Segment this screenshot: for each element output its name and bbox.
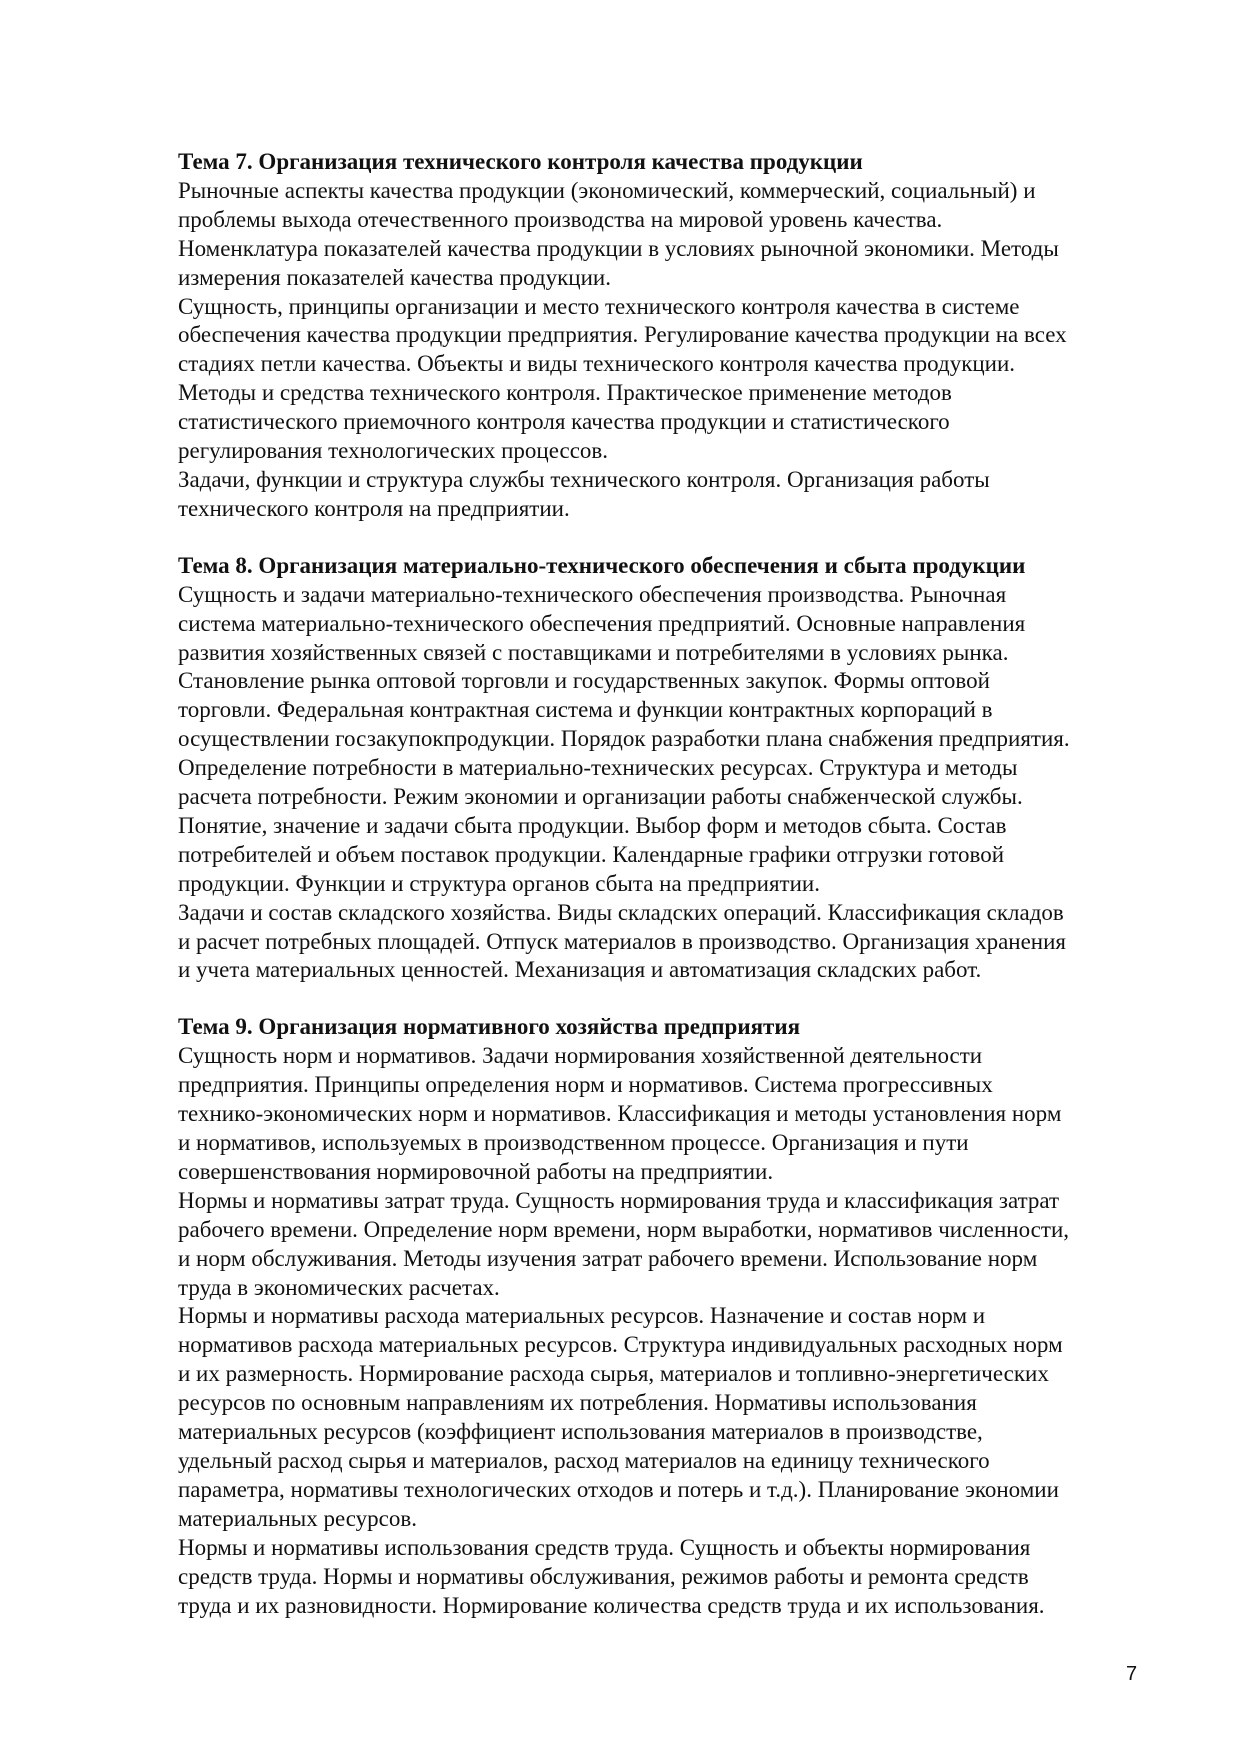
paragraph: Сущность и задачи материально-технического обеспечения производства. Рыночная система материально-технического обеспечения предприятий. Основные направления развития хозяйственных связей с поставщиками и потребителями в условиях рынка. Становление рынка оптовой торговли и государственных закупок. Формы оптовой торговли. Федеральная контрактная система и функции контрактных корпораций в осуществлении госзакупокпродукции. Порядок разработки плана снабжения предприятия. Определение потребности в материально-технических ресурсах. Структура и методы расчета потребности. Режим экономии и организации работы снабженческой службы. Понятие, значение и задачи сбыта продукции. Выбор форм и методов сбыта. Состав потребителей и объем поставок продукции. Календарные графики отгрузки готовой продукции. Функции и структура органов сбыта на предприятии. xyxy=(178,581,1070,896)
paragraph: Задачи и состав складского хозяйства. Виды складских операций. Классификация складов и расчет потребных площадей. Отпуск материалов в производство. Организация хранения и учета материальных ценностей. Механизация и автоматизация складских работ. xyxy=(178,899,1067,983)
paragraph: Рыночные аспекты качества продукции (экономический, коммерческий, социальный) и проблемы выхода отечественного производства на мировой уровень качества. Номенклатура показателей качества продукции в условиях рыночной экономики. Методы измерения показателей качества продукции. xyxy=(178,177,1059,290)
paragraph: Нормы и нормативы затрат труда. Сущность нормирования труда и классификация затрат рабочего времени. Определение норм времени, норм выработки, нормативов численности, и норм обслуживания. Методы изучения затрат рабочего времени. Использование норм труда в экономических расчетах. xyxy=(178,1187,1070,1300)
page-number: 7 xyxy=(1126,1663,1138,1685)
section-topic-8 xyxy=(178,552,1168,986)
paragraph: Нормы и нормативы расхода материальных ресурсов. Назначение и состав норм и нормативов расхода материальных ресурсов. Структура индивидуальных расходных норм и их размерность. Нормирование расхода сырья, материалов и топливно-энергетических ресурсов по основным направлениям их потребления. Нормативы использования материальных ресурсов (коэффициент использования материалов в производстве, удельный расход сырья и материалов, расход материалов на единицу технического параметра, нормативы технологических отходов и потерь и т.д.). Планирование экономии материальных ресурсов. xyxy=(178,1303,1063,1531)
section-topic-9 xyxy=(178,1013,1168,1620)
paragraph: Сущность норм и нормативов. Задачи нормирования хозяйственной деятельности предприятия. Принципы определения норм и нормативов. Система прогрессивных технико-экономических норм и нормативов. Классификация и методы установления норм и нормативов, используемых в производственном процессе. Организация и пути совершенствования нормировочной работы на предприятии. xyxy=(178,1043,1062,1184)
paragraph: Сущность, принципы организации и место технического контроля качества в системе обеспечения качества продукции предприятия. Регулирование качества продукции на всех стадиях петли качества. Объекты и виды технического контроля качества продукции. Методы и средства технического контроля. Практическое применение методов статистического приемочного контроля качества продукции и статистического регулирования технологических процессов. xyxy=(178,293,1067,464)
section-title: Тема 7. Организация технического контроля качества продукции xyxy=(178,149,863,174)
page-content xyxy=(178,148,1168,1648)
section-topic-7 xyxy=(178,148,1168,524)
paragraph: Нормы и нормативы использования средств труда. Сущность и объекты нормирования средств труда. Нормы и нормативы обслуживания, режимов работы и ремонта средств труда и их разновидности. Нормирование количества средств труда и их использования. xyxy=(178,1534,1045,1618)
paragraph: Задачи, функции и структура службы технического контроля. Организация работы технического контроля на предприятии. xyxy=(178,466,990,521)
section-title: Тема 9. Организация нормативного хозяйства предприятия xyxy=(178,1014,801,1040)
section-title: Тема 8. Организация материально-технического обеспечения и сбыта продукции xyxy=(178,552,1026,578)
